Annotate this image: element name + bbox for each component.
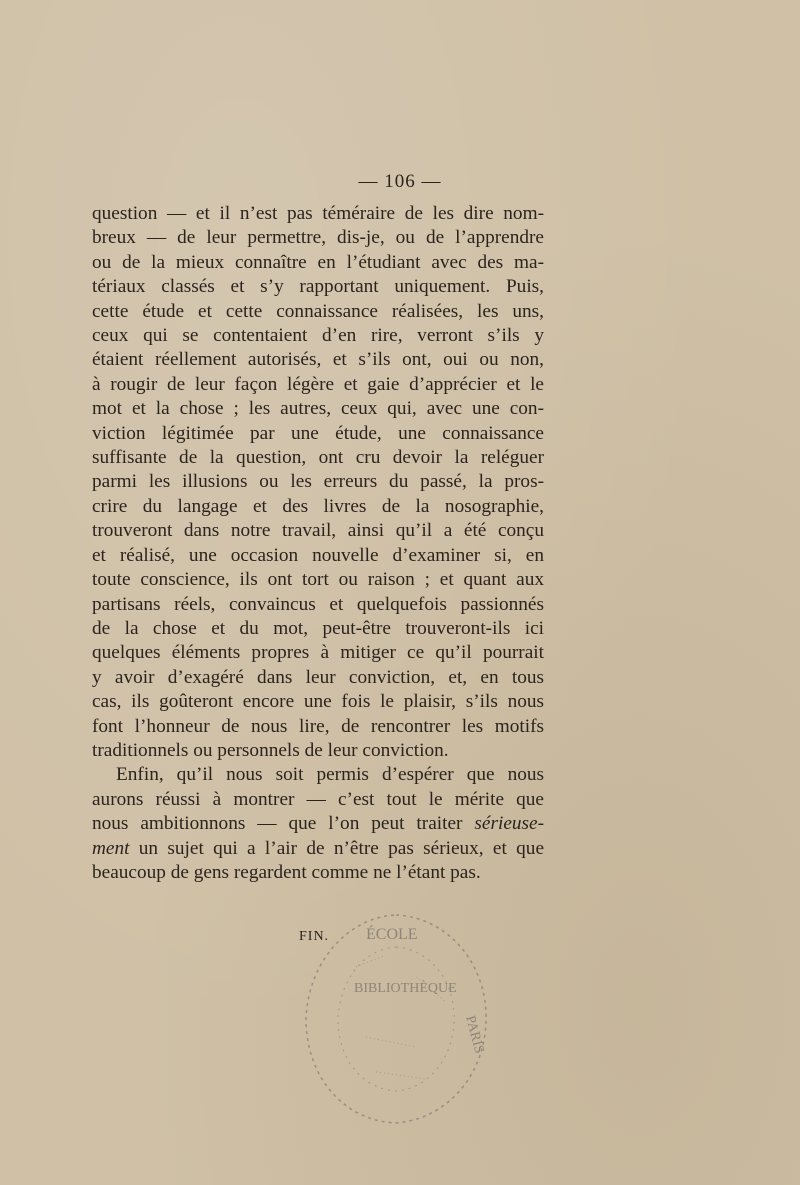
text-line: question — et il n’est pas téméraire de les dire nom-	[92, 203, 544, 224]
text-line: toute conscience, ils ont tort ou raison ; et quant aux	[92, 569, 544, 591]
text-line: y avoir d’exagéré dans leur conviction, et, en tous	[92, 666, 544, 688]
text-line	[92, 837, 544, 861]
text-line: ceux qui se contentaient d’en rire, verront s’ils y	[92, 325, 544, 347]
text-line: crire du langage et des livres de la nosographie,	[92, 495, 544, 517]
text-segment: un sujet qui a l’air de n’être pas sérieux, et que	[129, 837, 544, 859]
text-line: quelques éléments propres à mitiger ce qu’il pourrait	[92, 642, 544, 664]
library-stamp	[296, 907, 496, 1132]
text-line: suffisante de la question, ont cru devoir la reléguer	[92, 447, 544, 469]
text-line: Enfin, qu’il nous soit permis d’espérer que nous	[116, 764, 544, 786]
text-line: à rougir de leur façon légère et gaie d’apprécier et le	[92, 373, 544, 395]
text-line: et réalisé, une occasion nouvelle d’examiner si, en	[92, 544, 544, 566]
text-line: trouveront dans notre travail, ainsi qu’il a été conçu	[92, 520, 544, 542]
text-line: de la chose et du mot, peut-être trouveront-ils ici	[92, 617, 544, 639]
text-line	[92, 812, 544, 836]
italic-word: sérieuse-	[474, 813, 544, 835]
paragraph-2	[92, 763, 544, 885]
paragraph-1	[92, 202, 544, 763]
text-line: breux — de leur permettre, dis-je, ou de l’apprendre	[92, 227, 544, 249]
text-line: cette étude et cette connaissance réalisées, les uns,	[92, 300, 544, 322]
page-number: — 106 —	[358, 171, 442, 192]
text-line: aurons réussi à montrer — c’est tout le mérite que	[92, 788, 544, 810]
text-line: partisans réels, convaincus et quelquefois passionnés	[92, 593, 544, 615]
text-line: parmi les illusions ou les erreurs du passé, la pros-	[92, 471, 544, 493]
text-line: tériaux classés et s’y rapportant uniquement. Puis,	[92, 276, 544, 298]
stamp-text-center: BIBLIOTHÈQUE	[354, 981, 457, 996]
stamp-text-top: ÉCOLE	[366, 926, 418, 943]
stamp-graphic	[296, 907, 496, 1132]
text-line: ou de la mieux connaître en l’étudiant avec des ma-	[92, 251, 544, 273]
text-line: beaucoup de gens regardent comme ne l’étant pas.	[92, 861, 481, 883]
text-segment: nous ambitionnons — que l’on peut traiter	[92, 813, 475, 835]
text-line: font l’honneur de nous lire, de rencontrer les motifs	[92, 715, 544, 737]
body-text	[92, 202, 544, 885]
text-line: traditionnels ou personnels de leur conviction.	[92, 739, 449, 761]
italic-word: ment	[92, 837, 130, 859]
text-line: cas, ils goûteront encore une fois le plaisir, s’ils nous	[92, 691, 544, 713]
text-line: viction légitimée par une étude, une connaissance	[92, 422, 544, 444]
text-line: étaient réellement autorisés, et s’ils ont, oui ou non,	[92, 349, 544, 371]
fin-label: FIN.	[299, 929, 330, 944]
stamp-text-right: PARIS	[462, 1014, 487, 1056]
text-line: mot et la chose ; les autres, ceux qui, avec une con-	[92, 398, 544, 420]
